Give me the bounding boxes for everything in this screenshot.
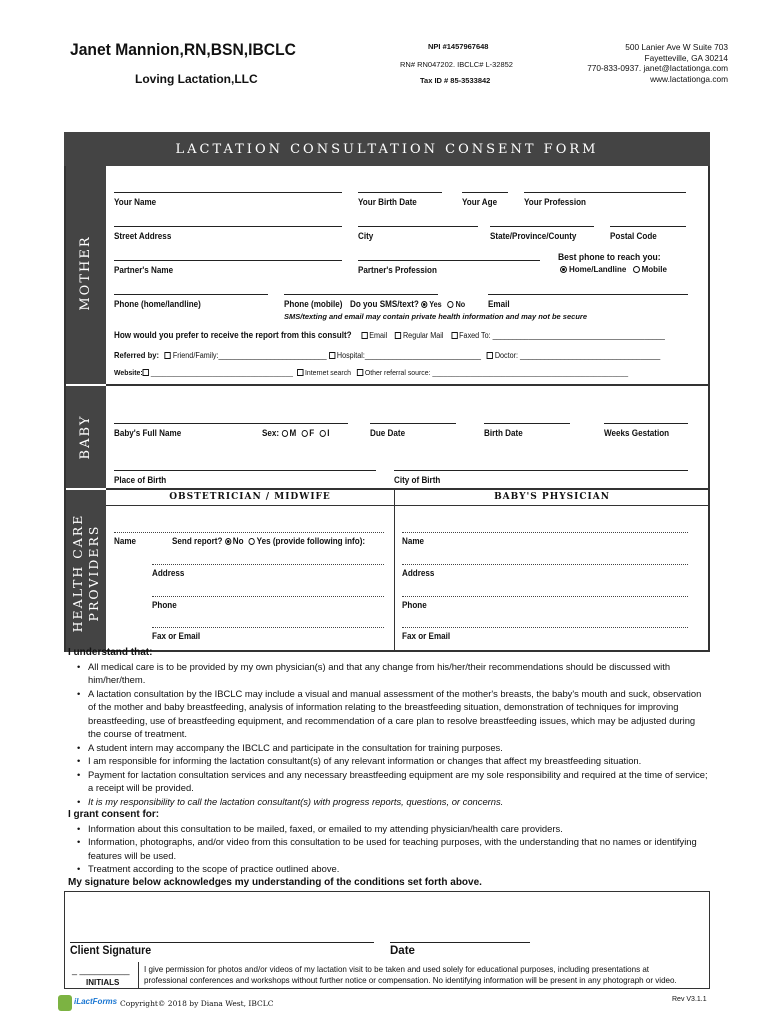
report-fax-label: Faxed To: ___________________________________________: [459, 331, 665, 340]
sms-no-radio[interactable]: [448, 301, 454, 308]
providers-section-label: [70, 498, 102, 648]
consent-text: [68, 646, 708, 889]
city-of-birth-label: City of Birth: [394, 475, 441, 485]
mobile-label: Mobile: [641, 265, 667, 274]
website-row: [114, 368, 628, 377]
report-mail-label: Regular Mail: [402, 331, 444, 340]
baby-birth-date-field[interactable]: [484, 423, 570, 424]
tax-id: Tax ID # 85-3533842: [420, 76, 491, 85]
home-landline-radio[interactable]: [560, 266, 567, 273]
ob-name-label: Name: [114, 536, 137, 546]
sms-no-label: No: [455, 300, 466, 309]
your-name-field[interactable]: [114, 192, 342, 193]
client-signature-label: Client Signature: [70, 945, 152, 957]
sex-f-label: F: [309, 428, 315, 438]
website-line: www.lactationga.com: [650, 73, 728, 84]
ob-phone-label: Phone: [152, 600, 177, 610]
sms-yes-radio[interactable]: [421, 301, 427, 308]
contact-line: 770-833-0937. janet@lactationga.com: [587, 63, 728, 73]
state-field[interactable]: [490, 226, 594, 227]
baby-sex: [262, 428, 330, 438]
baby-name-label: Baby's Full Name: [114, 428, 182, 438]
baby-name-field[interactable]: [114, 423, 348, 424]
ob-fax-field[interactable]: [152, 627, 384, 628]
ped-heading: BABY'S PHYSICIAN: [494, 492, 610, 502]
sms-question-text: Do you SMS/text?: [350, 299, 419, 309]
send-report-no-label: No: [232, 536, 244, 546]
ob-heading: OBSTETRICIAN / MIDWIFE: [169, 492, 331, 502]
sex-label: Sex:: [262, 428, 280, 438]
partner-name-label: Partner's Name: [114, 265, 174, 275]
form-title: LACTATION CONSULTATION CONSENT FORM: [175, 142, 599, 157]
phone-home-label: Phone (home/landline): [114, 299, 201, 309]
understand-item: • I am responsible for informing the lactation consultant(s) of any relevant information or changes that affect my breastfeeding situation.: [68, 754, 708, 768]
grant-item: • Information about this consultation to be mailed, faxed, or emailed to my attending physician/health care providers.: [68, 822, 708, 836]
mother-section-label: MOTHER: [78, 235, 93, 311]
address-line-1: 500 Lanier Ave W Suite 703: [625, 42, 728, 52]
email-label: Email: [488, 299, 510, 309]
report-email-checkbox[interactable]: [361, 332, 367, 339]
understand-item: • A student intern may accompany the IBCLC and participate in the consultation for training purposes.: [68, 741, 708, 755]
birth-date-field[interactable]: [358, 192, 442, 193]
report-email-label: Email: [369, 331, 388, 340]
company-name: Loving Lactation,LLC: [135, 72, 258, 86]
best-phone-label: Best phone to reach you:: [558, 252, 661, 263]
phone-mobile-field[interactable]: [284, 294, 438, 295]
sex-m-label: M: [289, 428, 297, 438]
providers-label-text: HEALTH CARE PROVIDERS: [70, 513, 101, 633]
grant-item: • Treatment according to the scope of practice outlined above.: [68, 862, 708, 876]
street-field[interactable]: [114, 226, 342, 227]
version: Rev V3.1.1: [672, 996, 707, 1003]
internet-label: Internet search: [304, 368, 351, 377]
ped-address-field[interactable]: [402, 564, 688, 565]
understand-item: • All medical care is to be provided by my own physician(s) and that any change from his/her/their recommendations should be discussed with him/her/them.: [68, 660, 708, 687]
understand-heading: I understand that:: [68, 647, 153, 658]
phone-mobile-label: Phone (mobile): [284, 299, 343, 309]
street-label: Street Address: [114, 231, 172, 241]
grant-heading: I grant consent for:: [68, 809, 160, 820]
baby-birth-date-label: Birth Date: [484, 428, 523, 438]
doctor-checkbox[interactable]: [487, 352, 493, 359]
age-label: Your Age: [462, 197, 498, 207]
profession-label: Your Profession: [524, 197, 586, 207]
partner-profession-label: Partner's Profession: [358, 265, 437, 275]
doctor-label: Doctor: ___________________________________: [494, 351, 661, 360]
best-phone-options: [560, 265, 667, 274]
website-referral-blank: _____________________________________: [150, 368, 293, 377]
sex-i-radio[interactable]: [319, 430, 325, 437]
sex-f-radio[interactable]: [301, 430, 307, 437]
place-of-birth-field[interactable]: [114, 470, 376, 471]
ped-name-field[interactable]: [402, 532, 688, 533]
understand-item: • Payment for lactation consultation services and any necessary breastfeeding equipment are my sole responsibility and required at the time of service; a receipt will be provided.: [68, 768, 708, 795]
ped-phone-field[interactable]: [402, 596, 688, 597]
providers-column-divider: [394, 488, 395, 652]
baby-section-label: BABY: [78, 414, 93, 460]
internet-checkbox[interactable]: [297, 369, 303, 376]
heading-divider: [106, 505, 710, 506]
state-label: State/Province/County: [490, 231, 577, 241]
initials-label: INITIALS: [86, 978, 120, 987]
report-mail-checkbox[interactable]: [395, 332, 401, 339]
sms-yes-label: Yes: [429, 300, 442, 309]
section-divider: [106, 384, 710, 386]
rn-number: RN# RN047202. IBCLC# L-32852: [400, 60, 513, 69]
report-preference: [114, 330, 665, 340]
photo-consent-text: I give permission for photos and/or videos of my lactation visit to be taken and used solely for educational purposes, including presentations at professional conferences and workshops without further notice or compensation. No identifying information will be present in any photograph or video.: [144, 964, 677, 985]
due-date-label: Due Date: [370, 428, 406, 438]
ped-address-label: Address: [402, 568, 435, 578]
sms-note: SMS/texting and email may contain private health information and may not be secure: [284, 312, 587, 321]
ped-phone-label: Phone: [402, 600, 427, 610]
grant-list: [68, 822, 708, 876]
ped-fax-field[interactable]: [402, 627, 688, 628]
understand-list: [68, 660, 708, 809]
place-of-birth-label: Place of Birth: [114, 475, 167, 485]
address-line-2: Fayetteville, GA 30214: [644, 52, 728, 63]
initials-blank[interactable]: _ __________: [72, 965, 130, 975]
report-fax-checkbox[interactable]: [451, 332, 457, 339]
hospital-label: Hospital:_____________________________: [336, 351, 482, 360]
ob-address-field[interactable]: [152, 564, 384, 565]
other-checkbox[interactable]: [357, 369, 363, 376]
weeks-field[interactable]: [604, 423, 688, 424]
your-name-label: Your Name: [114, 197, 157, 207]
ilactforms-logo: [58, 993, 118, 1013]
provider-address: [587, 42, 728, 84]
email-field[interactable]: [488, 294, 688, 295]
sms-question: [350, 299, 465, 309]
ped-fax-label: Fax or Email: [402, 631, 451, 641]
profession-field[interactable]: [524, 192, 686, 193]
website-referral-label: Website:: [114, 368, 143, 377]
friend-checkbox[interactable]: [165, 352, 171, 359]
grant-item: • Information, photographs, and/or video from this consultation to be used for teaching purposes, with the understanding that no names or identifying features will be used.: [68, 835, 708, 862]
copyright: Copyright© 2018 by Diana West, IBCLC: [120, 999, 274, 1008]
date-label: Date: [390, 945, 415, 957]
city-field[interactable]: [358, 226, 478, 227]
send-report-label: Send report?: [172, 536, 223, 546]
client-signature-field[interactable]: [70, 942, 374, 943]
ped-name-label: Name: [402, 536, 425, 546]
provider-name: Janet Mannion,RN,BSN,IBCLC: [70, 40, 296, 59]
referral-row: [114, 350, 660, 360]
age-field[interactable]: [462, 192, 508, 193]
city-label: City: [358, 231, 374, 241]
city-of-birth-field[interactable]: [394, 470, 688, 471]
ob-fax-label: Fax or Email: [152, 631, 201, 641]
report-question: How would you prefer to receive the report from this consult?: [114, 330, 352, 340]
referred-by-label: Referred by:: [114, 350, 160, 360]
section-divider: [106, 488, 710, 490]
mobile-radio[interactable]: [633, 266, 640, 273]
home-landline-label: Home/Landline: [569, 265, 627, 274]
signature-acknowledgement: My signature below acknowledges my understanding of the conditions set forth above.: [68, 876, 482, 888]
partner-profession-field[interactable]: [358, 260, 540, 261]
website-checkbox[interactable]: [143, 369, 149, 376]
ob-address-label: Address: [152, 568, 185, 578]
logo-mark-icon: [58, 995, 72, 1011]
understand-item: • It is my responsibility to call the lactation consultant(s) with progress reports, questions, or concerns.: [68, 795, 708, 809]
send-report-yes-radio[interactable]: [249, 538, 255, 545]
ob-name-field[interactable]: [114, 532, 384, 533]
date-field[interactable]: [390, 942, 530, 943]
partner-name-field[interactable]: [114, 260, 342, 261]
phone-home-field[interactable]: [114, 294, 268, 295]
logo-text: iLactForms: [74, 997, 118, 1006]
weeks-label: Weeks Gestation: [604, 428, 670, 438]
initials-divider: [138, 962, 139, 988]
other-label: Other referral source: ___________________________________________________: [364, 368, 629, 377]
send-report-row: [172, 536, 365, 546]
birth-date-label: Your Birth Date: [358, 197, 417, 207]
understand-item: • A lactation consultation by the IBCLC may include a visual and manual assessment of the mother's breasts, the baby's mouth and suck, observation of the mother and baby breastfeeding, analysis of information relating to the breastfeeding situation, demonstration of techniques for improving breastfeeding, use of breastfeeding equipment, and recommendation of a care plan to resolve breastfeeding issues, which may be adjusted during the course of treatment.: [68, 687, 708, 741]
hospital-checkbox[interactable]: [329, 352, 335, 359]
send-report-yes-label: Yes (provide following info):: [256, 536, 366, 546]
friend-label: Friend/Family:___________________________: [172, 351, 327, 360]
postal-label: Postal Code: [610, 231, 657, 241]
sex-i-label: I: [327, 428, 330, 438]
npi-number: NPI #1457967648: [428, 42, 489, 51]
postal-field[interactable]: [610, 226, 686, 227]
due-date-field[interactable]: [370, 423, 456, 424]
sex-m-radio[interactable]: [281, 430, 287, 437]
ob-phone-field[interactable]: [152, 596, 384, 597]
send-report-no-radio[interactable]: [225, 538, 231, 545]
